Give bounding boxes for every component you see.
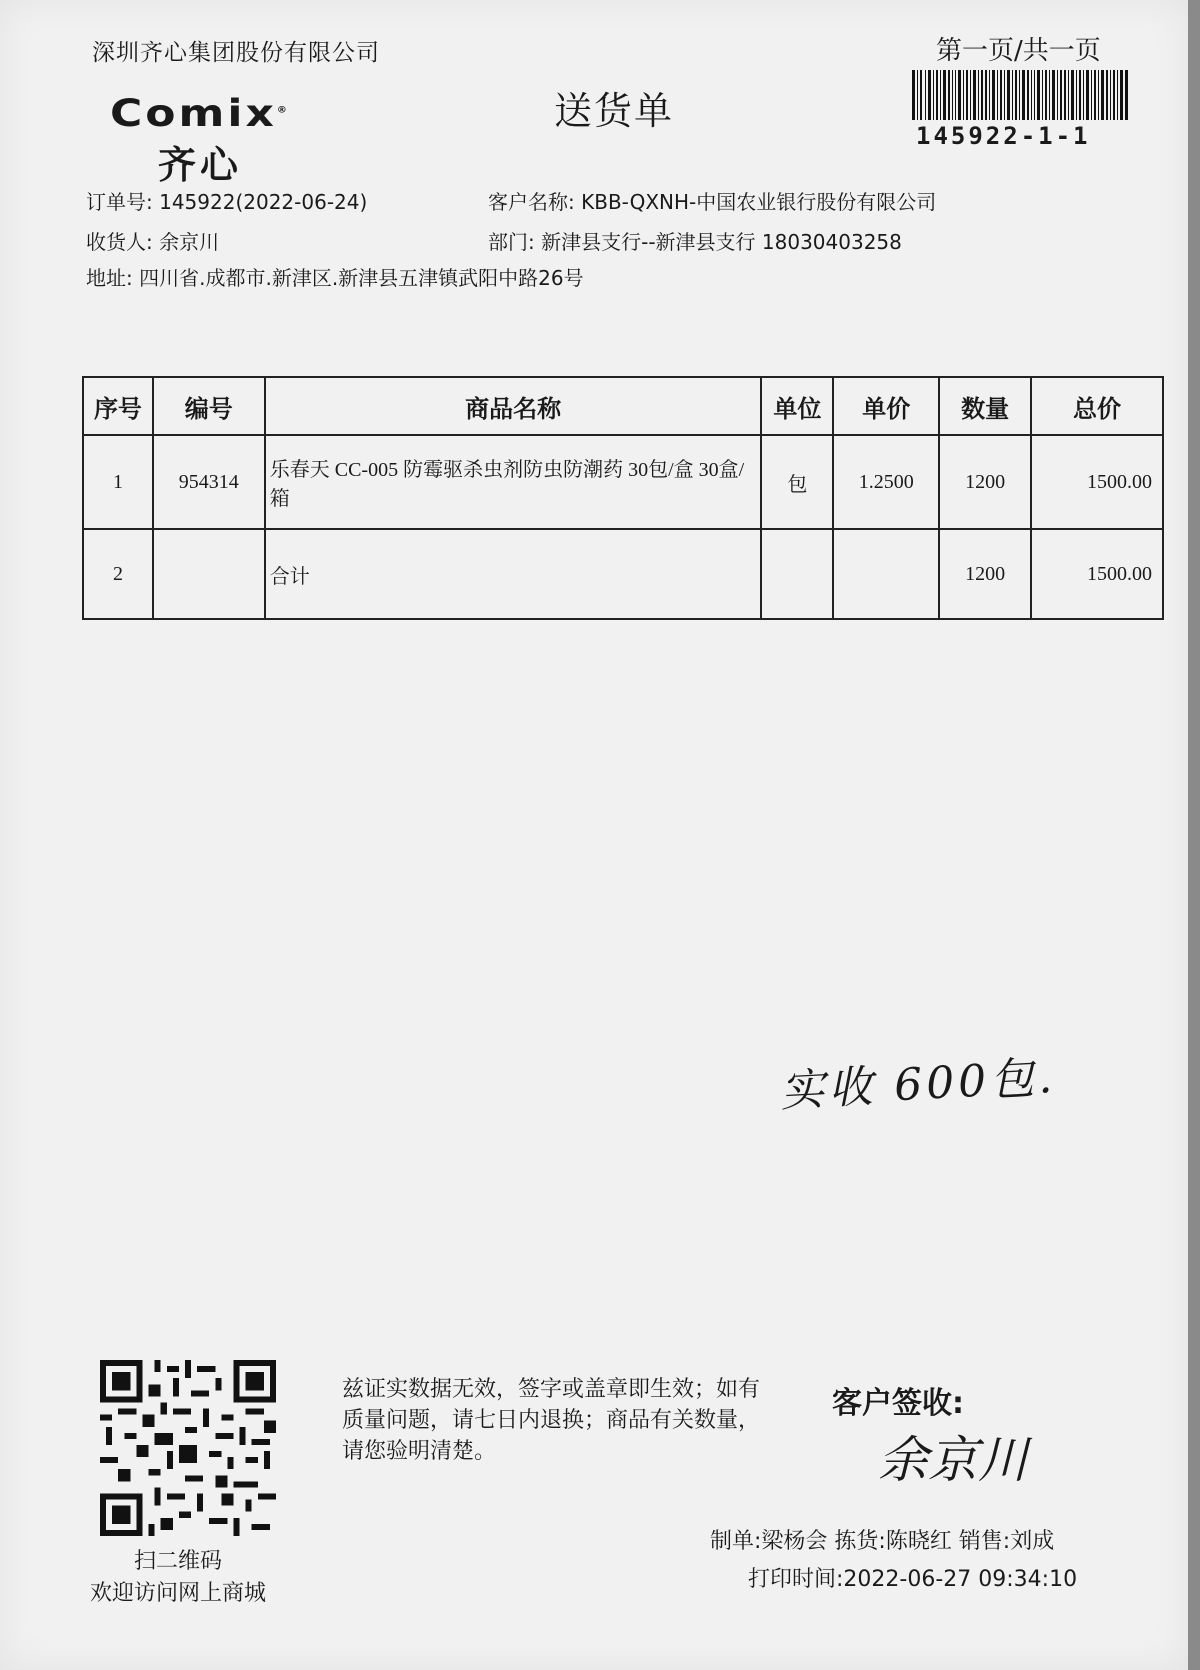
address — [86, 262, 584, 291]
order-number — [86, 186, 367, 215]
items-table — [82, 376, 1164, 620]
address-label: 地址: — [86, 266, 133, 290]
barcode-number: 145922-1-1 — [916, 122, 1091, 150]
col-header-qty: 数量 — [939, 377, 1031, 435]
col-header-price: 单价 — [833, 377, 939, 435]
logo-text: Comix — [110, 91, 277, 136]
cell-qty: 1200 — [939, 529, 1031, 619]
customer-signature: 余京川 — [878, 1431, 1028, 1489]
receiver — [86, 226, 219, 255]
cell-product-name: 乐春天 CC-005 防霉驱杀虫剂防虫防潮药 30包/盒 30盒/箱 — [265, 435, 762, 529]
table-row — [83, 435, 1163, 529]
table-header-row — [83, 377, 1163, 435]
customer-name-value: KBB-QXNH-中国农业银行股份有限公司 — [581, 190, 937, 214]
logo-chinese: 齐心 — [158, 143, 243, 187]
receiver-label: 收货人: — [86, 230, 153, 254]
order-number-label: 订单号: — [86, 190, 153, 214]
department-label: 部门: — [488, 230, 535, 254]
handwritten-note: 实收 600包. — [779, 1051, 1058, 1118]
barcode-image — [912, 70, 1128, 120]
company-name: 深圳齐心集团股份有限公司 — [92, 40, 380, 66]
col-header-code: 编号 — [153, 377, 265, 435]
qr-caption-mall: 欢迎访问网上商城 — [90, 1581, 267, 1606]
customer-sign-label: 客户签收: — [832, 1386, 964, 1421]
cell-price: 1.2500 — [833, 435, 939, 529]
department-value: 新津县支行--新津县支行 18030403258 — [541, 230, 902, 254]
address-value: 四川省.成都市.新津区.新津县五津镇武阳中路26号 — [139, 266, 584, 290]
cell-qty: 1200 — [939, 435, 1031, 529]
notice-text: 兹证实数据无效，签字或盖章即生效；如有质量问题，请七日内退换；商品有关数量，请您验明清楚。 — [342, 1377, 761, 1464]
cell-code: 954314 — [153, 435, 265, 529]
cell-seq: 1 — [83, 435, 153, 529]
table-row — [83, 529, 1163, 619]
cell-unit: 包 — [761, 435, 833, 529]
order-number-value: 145922(2022-06-24) — [159, 190, 368, 214]
page-info: 第一页/共一页 — [936, 36, 1101, 66]
cell-seq: 2 — [83, 529, 153, 619]
document-title: 送货单 — [554, 89, 675, 133]
col-header-total: 总价 — [1031, 377, 1163, 435]
cell-price — [833, 529, 939, 619]
col-header-name: 商品名称 — [265, 377, 762, 435]
customer-name — [488, 186, 936, 215]
customer-name-label: 客户名称: — [488, 190, 575, 214]
cell-total: 1500.00 — [1031, 529, 1163, 619]
comix-logo: Comix® — [110, 91, 290, 136]
print-time: 打印时间:2022-06-27 09:34:10 — [748, 1567, 1078, 1592]
cell-code — [153, 529, 265, 619]
col-header-seq: 序号 — [83, 377, 153, 435]
col-header-unit: 单位 — [761, 377, 833, 435]
cell-total: 1500.00 — [1031, 435, 1163, 529]
qr-caption-scan: 扫二维码 — [134, 1549, 223, 1574]
department — [488, 226, 902, 255]
qr-code — [100, 1360, 276, 1536]
cell-product-name: 合计 — [265, 529, 762, 619]
cell-unit — [761, 529, 833, 619]
staff-info: 制单:梁杨会 拣货:陈晓红 销售:刘成 — [710, 1529, 1055, 1554]
receiver-value: 余京川 — [159, 230, 220, 254]
